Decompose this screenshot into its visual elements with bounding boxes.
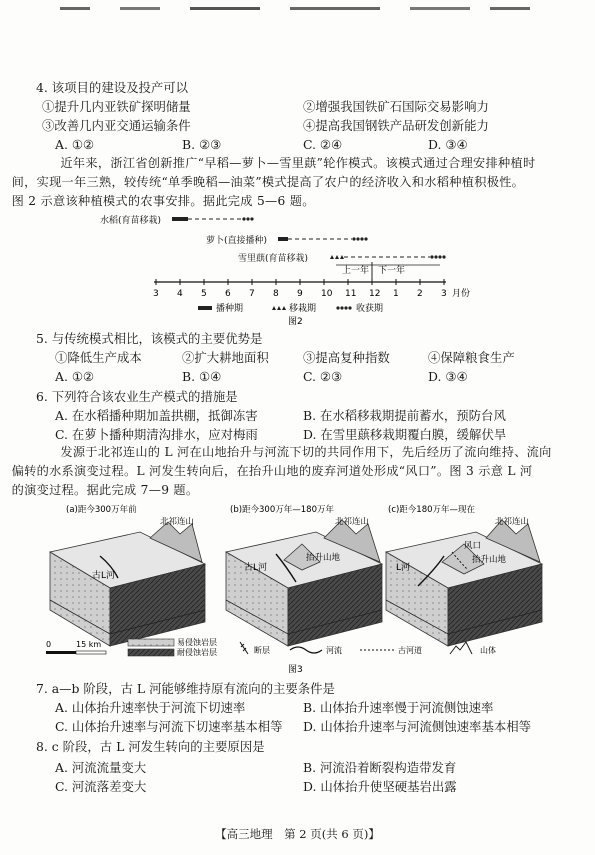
month-tick-label: 6	[225, 289, 231, 299]
legend-harvest-label: 收获期	[356, 304, 384, 314]
q5-statement-3: ③提高复种指数	[303, 350, 390, 365]
q6-option-c: C. 在萝卜播种期清沟排水，应对梅雨	[55, 427, 258, 442]
next-year-label: 下一年	[378, 266, 406, 276]
legend-soft-label: 易侵蚀岩层	[177, 638, 217, 647]
panel-c-windgap-label: 风口	[464, 541, 482, 551]
figure-2-farming-calendar	[90, 210, 500, 328]
legend-fault-symbol	[240, 642, 248, 654]
month-tick-label: 12	[369, 289, 381, 299]
legend-hard-label: 耐侵蚀岩层	[177, 648, 217, 657]
intro2-line3: 的演变过程。据此完成 7—9 题。	[11, 483, 199, 497]
legend-oldriver-label: 古河道	[398, 646, 422, 655]
scale-bar-white	[76, 651, 106, 654]
q7-option-c: C. 山体抬升速率与河流下切速率基本相等	[55, 719, 283, 734]
intro2-line1: 发源于北祁连山的 L 河在山地抬升与河流下切的共同作用下，先后经历了流向维持、流向	[60, 445, 552, 459]
rice-sowing-mark	[172, 217, 188, 221]
legend-sow-label: 播种期	[216, 304, 244, 314]
figure-2-caption: 图2	[288, 317, 303, 327]
legend-transplant-swatch	[272, 306, 286, 310]
crop-rice-label: 水稻(育苗移栽)	[100, 216, 162, 226]
legend-soft-swatch	[128, 639, 174, 646]
panel-b-uplift-label: 抬升山地	[306, 553, 341, 563]
panel-a-block	[50, 504, 205, 646]
panel-c-uplift-label: 抬升山地	[472, 555, 507, 565]
q5-stem: 5. 与传统模式相比，该模式的主要优势是	[36, 331, 263, 346]
q8-option-c: C. 河流落差变大	[55, 779, 147, 794]
month-tick-label: 11	[345, 289, 357, 299]
legend-mountain-label: 山体	[480, 646, 496, 655]
month-tick-label: 3	[441, 289, 447, 299]
month-tick-label: 7	[249, 289, 255, 299]
intro-paragraph-2	[11, 443, 558, 500]
q4-statement-3: ③改善几内亚交通运输条件	[42, 118, 191, 133]
month-tick-label: 9	[297, 289, 303, 299]
month-tick-label: 5	[201, 289, 207, 299]
panel-a-label: (a)距今300万年前	[66, 505, 137, 515]
panel-b-river-label: 古L河	[244, 563, 268, 573]
figure-3-caption: 图3	[288, 665, 303, 675]
q6-stem: 6. 下列符合该农业生产模式的措施是	[36, 389, 238, 404]
page-footer: 【高三地理 第 2 页(共 6 页)】	[215, 827, 380, 841]
q5-statement-2: ②扩大耕地面积	[182, 350, 269, 365]
q5-option-c: C. ②③	[303, 369, 343, 384]
scan-artifact	[60, 6, 530, 12]
q8-stem: 8. c 阶段，古 L 河发生转向的主要原因是	[36, 739, 265, 754]
snowcabbage-transplant-marks	[330, 255, 344, 259]
month-tick-label: 8	[273, 289, 279, 299]
legend-harvest-swatch	[336, 306, 351, 309]
q4-stem: 4. 该项目的建设及投产可以	[36, 80, 189, 95]
legend-fault-label: 断层	[254, 646, 270, 655]
scale-bar-black	[46, 651, 76, 654]
q7-option-d: D. 山体抬升速率与河流侧蚀速率基本相等	[303, 719, 532, 734]
q4-option-c: C. ②④	[303, 137, 343, 152]
q4-statement-1: ①提升几内亚铁矿探明储量	[42, 99, 191, 114]
panel-a-river-label: 古L河	[92, 571, 116, 581]
month-tick-label: 1	[393, 289, 399, 299]
snowcabbage-harvest-marks	[430, 255, 445, 258]
q8-option-d: D. 山体抬升使坚硬基岩出露	[303, 779, 457, 794]
legend-river-symbol	[290, 647, 322, 653]
panel-b-label: (b)距今300万年—180万年	[230, 505, 334, 515]
intro1-line1: 近年来，浙江省创新推广“早稻—萝卜—雪里蕻”轮作模式。该模式通过合理安排种植时	[60, 156, 536, 170]
q4-statement-2: ②增强我国铁矿石国际交易影响力	[303, 99, 489, 114]
intro-paragraph-1	[11, 154, 558, 211]
month-tick-label: 10	[321, 289, 333, 299]
panel-b-mountain-label: 北祁连山	[335, 517, 370, 527]
panel-a-mountain-label: 北祁连山	[160, 517, 195, 527]
q8-option-a: A. 河流流量变大	[55, 760, 147, 775]
q5-statement-4: ④保障粮食生产	[428, 350, 515, 365]
q5-option-a: A. ①②	[55, 369, 95, 384]
panel-c-river-label: L河	[396, 563, 411, 573]
panel-c-mountain-label: 北祁连山	[495, 517, 530, 527]
crop-radish-label: 萝卜(直接播种)	[206, 236, 268, 246]
radish-sowing-mark	[278, 237, 288, 241]
month-tick-label: 2	[417, 289, 423, 299]
intro2-line2: 偏转的水系演变过程。L 河发生转向后，在抬升山地的废弃河道处形成“风口”。图 3 示意 L 河	[11, 464, 533, 478]
q5-option-d: D. ③④	[428, 369, 468, 384]
scale-zero: 0	[46, 640, 52, 649]
q4-option-d: D. ③④	[428, 137, 468, 152]
q7-option-a: A. 山体抬升速率快于河流下切速率	[55, 700, 246, 715]
panel-c-label: (c)距今180万年—现在	[388, 505, 476, 515]
panel-b-block	[226, 504, 382, 646]
q5-statement-1: ①降低生产成本	[55, 350, 142, 365]
scale-km: 15 km	[76, 640, 102, 649]
figure-3-river-evolution	[40, 504, 560, 676]
q7-stem: 7. a—b 阶段，古 L 河能够维持原有流向的主要条件是	[36, 681, 335, 696]
prev-year-label: 上一年	[342, 266, 370, 276]
legend-sow-swatch	[198, 306, 212, 310]
legend-river-label: 河流	[326, 646, 342, 655]
q6-option-d: D. 在雪里蕻移栽期覆白膜，缓解伏旱	[303, 427, 507, 442]
q4-option-a: A. ①②	[55, 137, 95, 152]
month-unit-label: 月份	[452, 289, 471, 299]
legend-hard-swatch	[128, 649, 174, 656]
intro1-line2: 间，实现一年三熟，较传统“单季晚稻—油菜”模式提高了农户的经济收入和水稻种植积极性。	[11, 175, 525, 189]
month-tick-label: 3	[153, 289, 159, 299]
q4-option-b: B. ②③	[182, 137, 222, 152]
q7-option-b: B. 山体抬升速率慢于河流侧蚀速率	[303, 700, 494, 715]
q6-option-a: A. 在水稻播种期加盖拱棚，抵御冻害	[55, 408, 258, 423]
intro1-line3: 图 2 示意该种植模式的农事安排。据此完成 5—6 题。	[11, 194, 315, 208]
panel-c-block	[386, 504, 542, 646]
radish-harvest-marks	[352, 237, 367, 240]
rice-harvest-marks	[242, 217, 253, 220]
q5-option-b: B. ①④	[182, 369, 222, 384]
legend-transplant-label: 移栽期	[289, 304, 317, 314]
q6-option-b: B. 在水稻移栽期提前蓄水，预防台风	[303, 408, 506, 423]
q8-option-b: B. 河流沿着断裂构造带发育	[303, 760, 457, 775]
month-tick-label: 4	[177, 289, 183, 299]
crop-snowcabbage-label: 雪里蕻(育苗移栽)	[238, 254, 309, 264]
q4-statement-4: ④提高我国钢铁产品研发创新能力	[303, 118, 489, 133]
